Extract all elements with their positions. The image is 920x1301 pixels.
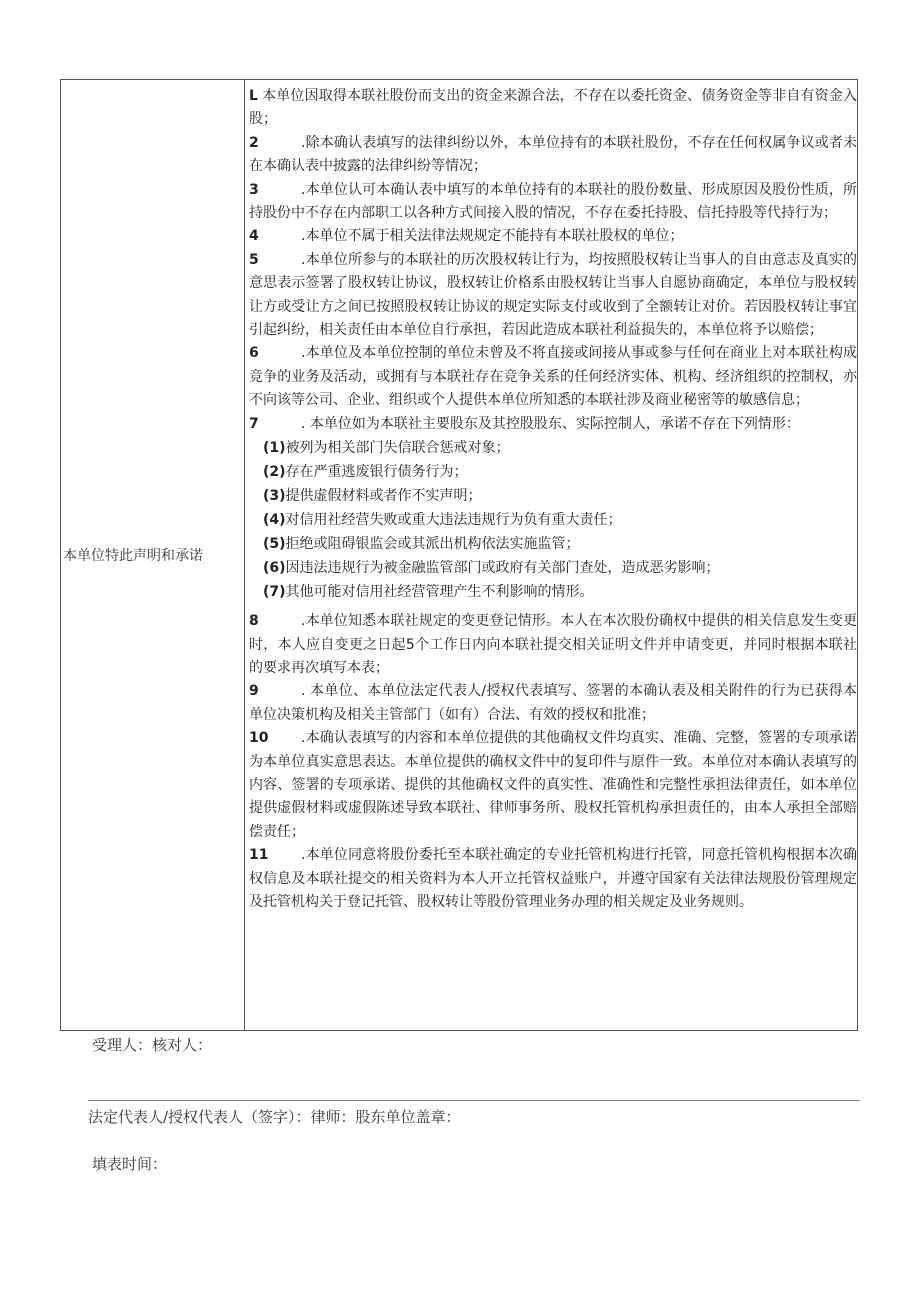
declaration-item-11: 11 .本单位同意将股份委托至本联社确定的专业托管机构进行托管，同意托管机构根据本次确权信息及本联社提交的相关资料为本人开立托管权益账户，并遵守国家有关法律法规股份管理规定及托管机构关于登记托管、股权转让等股份管理业务办理的相关规定及业务规则。	[249, 847, 857, 910]
declaration-item-3: 3 .本单位认可本确认表中填写的本单位持有的本联社的股份数量、形成原因及股份性质，所持股份中不存在内部职工以各种方式间接入股的情况，不存在委托持股、信托持股等代持行为；	[249, 181, 857, 222]
declaration-item-7: 7 . 本单位如为本联社主要股东及其控股股东、实际控制人，承诺不存在下列情形：	[249, 415, 800, 432]
sub-item: (7)其他可能对信用社经营管理产生不利影响的情形。	[263, 584, 594, 601]
sub-item: (2)存在严重逃废银行债务行为；	[263, 464, 468, 481]
sub-item: (1)被列为相关部门失信联合惩戒对象；	[263, 440, 510, 457]
date-line: 填表时间：	[92, 1155, 168, 1173]
declaration-item-8: 8 .本单位知悉本联社规定的变更登记情形。本人在本次股份确权中提供的相关信息发生变更时，本人应自变更之日起5个工作日内向本联社提交相关证明文件并申请变更，并同时根据本联社的要求再次填写本表；	[249, 613, 857, 676]
declaration-item-4: 4 .本单位不属于相关法律法规规定不能持有本联社股权的单位；	[249, 228, 684, 245]
declaration-item-5: 5 .本单位所参与的本联社的历次股权转让行为，均按照股权转让当事人的自由意志及真实的意思表示签署了股权转让协议，股权转让价格系由股权转让当事人自愿协商确定，本单位与股权转让方或受让方之间已按照股权转让协议的规定实际支付或收到了全额转让对价。若因股权转让事宜引起纠纷，相关责任由本单位自行承担，若因此造成本联社利益损失的，本单位将予以赔偿；	[249, 251, 857, 339]
sub-item: (5)拒绝或阻碍银监会或其派出机构依法实施监管；	[263, 536, 580, 553]
sub-item: (4)对信用社经营失败或重大违法违规行为负有重大责任；	[263, 512, 622, 529]
row-label: 本单位特此声明和承诺	[63, 548, 203, 564]
declaration-content	[245, 80, 857, 1030]
declaration-item-6: 6 .本单位及本单位控制的单位未曾及不将直接或间接从事或参与任何在商业上对本联社构成竞争的业务及活动，或拥有与本联社存在竞争关系的任何经济实体、机构、经济组织的控制权，亦不向该等公司、企业、组织或个人提供本单位所知悉的本联社涉及商业秘密等的敏感信息；	[249, 345, 857, 409]
sub-item-list	[249, 436, 857, 604]
declaration-table	[60, 79, 858, 1031]
sub-item: (6)因违法违规行为被金融监管部门或政府有关部门查处，造成恶劣影响；	[263, 560, 720, 577]
divider	[88, 1100, 860, 1101]
declaration-item-2: 2 .除本确认表填写的法律纠纷以外，本单位持有的本联社股份，不存在任何权属争议或者未在本确认表中披露的法律纠纷等情况；	[249, 134, 857, 175]
declaration-item-1: L 本单位因取得本联社股份而支出的资金来源合法，不存在以委托资金、债务资金等非自有资金入股；	[249, 88, 857, 128]
declaration-item-10: 10 .本确认表填写的内容和本单位提供的其他确权文件均真实、准确、完整，签署的专项承诺为本单位真实意思表达。本单位提供的确权文件中的复印件与原件一致。本单位对本确认表填写的内容、签署的专项承诺、提供的其他确权文件的真实性、准确性和完整性承担法律责任，如本单位提供虚假材料或虚假陈述导致本联社、律师事务所、股权托管机构承担责任的，由本人承担全部赔偿责任；	[249, 730, 857, 840]
sub-item: (3)提供虚假材料或者作不实声明；	[263, 488, 482, 505]
declaration-item-9: 9 . 本单位、本单位法定代表人/授权代表填写、签署的本确认表及相关附件的行为已获得本单位决策机构及相关主管部门（如有）合法、有效的授权和批准；	[249, 683, 857, 723]
receiver-line: 受理人：核对人：	[92, 1036, 213, 1054]
signature-line: 法定代表人/授权代表人（签字）：律师：股东单位盖章：	[88, 1108, 461, 1126]
row-label-cell	[61, 80, 245, 1030]
